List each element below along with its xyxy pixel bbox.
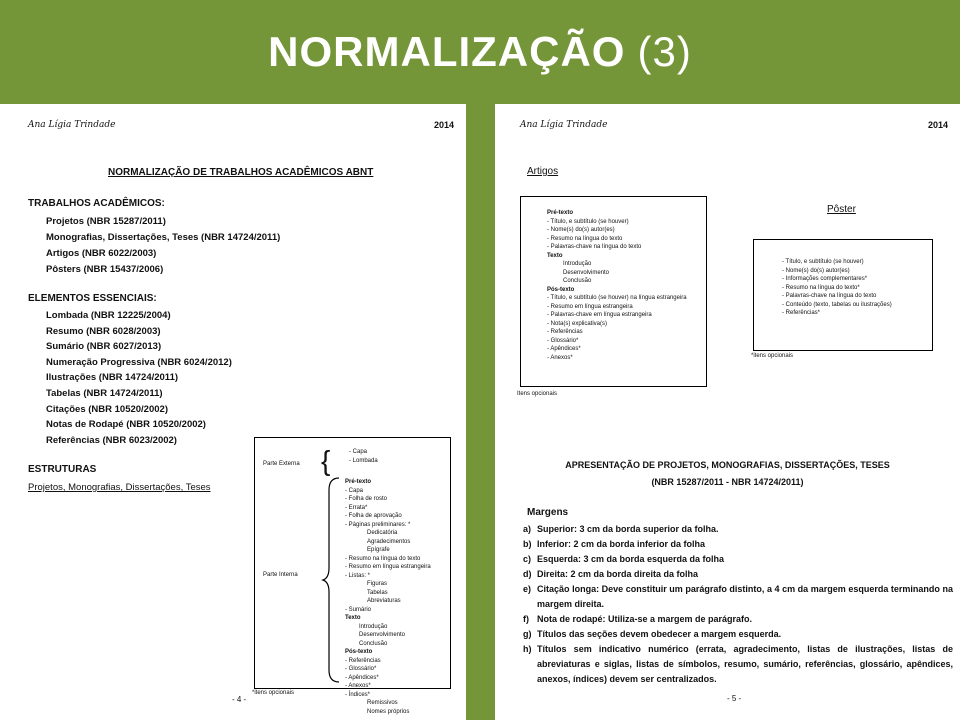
list-item: Introdução xyxy=(563,261,592,267)
list-item: - Resumo na língua do texto xyxy=(345,555,421,562)
document-page-left xyxy=(0,104,466,720)
list-item: Tabelas (NBR 14724/2011) xyxy=(46,387,163,399)
list-item: - Resumo na língua do texto* xyxy=(782,284,860,291)
list-item xyxy=(523,612,953,627)
list-item: - Informações complementares* xyxy=(782,276,868,282)
list-item: - Índices* xyxy=(345,691,371,698)
section-heading-elementos: ELEMENTOS ESSENCIAIS: xyxy=(28,293,157,304)
artigos-box xyxy=(520,196,707,387)
list-item: Epígrafe xyxy=(367,547,390,553)
list-item: Conclusão xyxy=(359,640,388,647)
artigos-heading: Artigos xyxy=(527,166,559,177)
list-item: - Páginas preliminares: * xyxy=(345,521,411,528)
list-item: Introdução xyxy=(359,623,388,630)
list-item: - Título, e subtítulo (se houver) na língua estrangeira xyxy=(547,295,687,301)
list-item: Pós-texto xyxy=(547,286,575,293)
list-item: Artigos (NBR 6022/2003) xyxy=(46,248,157,259)
list-item: - Capa xyxy=(349,449,368,455)
list-item: Lombada (NBR 12225/2004) xyxy=(46,310,171,321)
item-label: g) xyxy=(523,629,532,639)
list-item xyxy=(523,537,953,552)
brace-externa: { xyxy=(321,445,331,476)
list-item: - Folha de aprovação xyxy=(345,513,402,519)
list-item: Monografias, Dissertações, Teses (NBR 14724/2011) xyxy=(46,232,281,243)
trabalhos-list xyxy=(46,214,280,278)
section-heading-trabalhos: TRABALHOS ACADÊMICOS: xyxy=(28,198,165,209)
list-item: Dedicatória xyxy=(367,530,398,536)
list-item: Pós-texto xyxy=(345,649,373,655)
list-item: - Resumo em língua estrangeira xyxy=(345,564,431,570)
list-item: - Referências xyxy=(345,657,381,664)
list-item: Pré-texto xyxy=(345,479,372,485)
list-item: - Nome(s) do(s) autor(es) xyxy=(782,267,850,274)
apresentacao-title: APRESENTAÇÃO DE PROJETOS, MONOGRAFIAS, DISSERTAÇÕES, TESES xyxy=(565,460,890,470)
list-item: - Anexos* xyxy=(547,354,573,361)
list-item: - Título, e subtítulo (se houver) xyxy=(547,218,629,225)
item-text: Superior: 3 cm da borda superior da folha. xyxy=(537,524,719,534)
list-item: Texto xyxy=(547,252,563,259)
slide-title xyxy=(0,0,960,104)
poster-heading: Pôster xyxy=(827,204,856,215)
list-item: - Título, e subtítulo (se houver) xyxy=(782,259,864,265)
footnote: *itens opcionais xyxy=(252,690,295,696)
list-item: Pôsters (NBR 15437/2006) xyxy=(46,264,164,275)
list-item: - Lombada xyxy=(349,457,378,464)
list-item: Notas de Rodapé (NBR 10520/2002) xyxy=(46,419,206,431)
list-item: - Nome(s) do(s) autor(es) xyxy=(547,227,615,233)
page-author: Ana Lígia Trindade xyxy=(520,120,608,130)
poster-footnote: *itens opcionais xyxy=(751,353,794,359)
list-item: - Palavras-chave na língua do texto xyxy=(547,244,642,250)
elementos-list xyxy=(46,308,232,448)
list-item: Resumo (NBR 6028/2003) xyxy=(46,325,161,337)
item-text: Títulos sem indicativo numérico (errata, agradecimento, listas de ilustrações, listas de abreviaturas e siglas, listas de símbolos, resumo, sumário, referências, glossário, apêndices, anexos, índices) devem ser centralizados. xyxy=(537,644,953,684)
list-item: Abreviaturas xyxy=(367,598,401,604)
list-item: Desenvolvimento xyxy=(563,269,610,276)
list-item: - Sumário xyxy=(345,606,372,613)
margens-heading: Margens xyxy=(527,507,569,518)
list-item: - Nota(s) explicativa(s) xyxy=(547,320,608,327)
list-item xyxy=(523,582,953,612)
list-item: - Resumo na língua do texto xyxy=(547,235,623,242)
item-label: b) xyxy=(523,539,532,549)
list-item: - Anexos* xyxy=(345,683,371,689)
list-item: Projetos (NBR 15287/2011) xyxy=(46,216,166,227)
list-item xyxy=(523,552,953,567)
poster-items xyxy=(782,258,892,318)
brace-interna xyxy=(321,476,343,684)
list-item xyxy=(523,522,953,537)
list-item: Citações (NBR 10520/2002) xyxy=(46,403,168,415)
list-item: - Apêndices* xyxy=(547,346,581,352)
list-item: - Folha de rosto xyxy=(345,496,388,502)
page-author: Ana Lígia Trindade xyxy=(28,120,116,130)
externa-items xyxy=(349,448,378,465)
item-label: d) xyxy=(523,569,532,579)
list-item: - Listas: * xyxy=(345,572,371,579)
section-heading-estruturas: ESTRUTURAS xyxy=(28,464,97,475)
item-label: a) xyxy=(523,524,532,534)
item-label: c) xyxy=(523,554,532,564)
estruturas-link[interactable]: Projetos, Monografias, Dissertações, Teses xyxy=(28,482,211,493)
page-number: - 5 - xyxy=(727,694,742,703)
list-item: - Referências* xyxy=(782,310,821,316)
artigos-footnote: Itens opcionais xyxy=(517,391,558,397)
list-item: Nomes próprios xyxy=(367,708,410,715)
poster-box xyxy=(753,239,933,351)
document-title: NORMALIZAÇÃO DE TRABALHOS ACADÊMICOS ABNT xyxy=(108,167,374,178)
list-item: - Errata* xyxy=(345,504,368,511)
slide-title-suffix: (3) xyxy=(637,28,692,75)
item-text: Direita: 2 cm da borda direita da folha xyxy=(537,569,699,579)
list-item: Tabelas xyxy=(367,589,388,596)
list-item: Conclusão xyxy=(563,278,592,284)
list-item: - Palavras-chave em língua estrangeira xyxy=(547,312,652,318)
list-item: - Resumo em língua estrangeira xyxy=(547,303,633,310)
list-item: Pré-texto xyxy=(547,210,574,216)
item-text: Inferior: 2 cm da borda inferior da folha xyxy=(537,539,706,549)
margens-list xyxy=(523,522,953,687)
artigos-items xyxy=(547,209,687,362)
item-label: f) xyxy=(523,614,529,624)
list-item xyxy=(523,627,953,642)
list-item: Ilustrações (NBR 14724/2011) xyxy=(46,372,179,384)
page-year: 2014 xyxy=(928,120,949,130)
item-label: e) xyxy=(523,584,532,594)
item-text: Esquerda: 3 cm da borda esquerda da folha xyxy=(537,554,725,564)
list-item: - Glossário* xyxy=(547,337,579,344)
parte-interna-label: Parte Interna xyxy=(263,572,298,578)
item-text: Nota de rodapé: Utiliza-se a margem de parágrafo. xyxy=(537,614,753,624)
interna-items xyxy=(345,478,431,716)
list-item: Numeração Progressiva (NBR 6024/2012) xyxy=(46,356,232,368)
list-item: Referências (NBR 6023/2002) xyxy=(46,434,177,446)
list-item: Desenvolvimento xyxy=(359,632,406,638)
list-item: - Apêndices* xyxy=(345,674,379,681)
slide-title-text: NORMALIZAÇÃO xyxy=(268,28,626,75)
item-text: Títulos das seções devem obedecer a margem esquerda. xyxy=(537,629,782,639)
list-item: Sumário (NBR 6027/2013) xyxy=(46,341,162,353)
item-text: Citação longa: Deve constituir um parágrafo distinto, a 4 cm da margem esquerda terminando na margem direita. xyxy=(537,584,953,609)
list-item xyxy=(523,567,953,582)
page-number: - 4 - xyxy=(232,695,247,704)
list-item: - Glossário* xyxy=(345,666,377,672)
list-item xyxy=(523,642,953,687)
list-item: Remissivos xyxy=(367,700,398,706)
item-label: h) xyxy=(523,644,532,654)
list-item: Figuras xyxy=(367,581,388,587)
page-year: 2014 xyxy=(434,120,455,130)
list-item: Texto xyxy=(345,615,361,621)
list-item: - Referências xyxy=(547,329,583,335)
document-page-right xyxy=(495,104,960,720)
list-item: Agradecimentos xyxy=(367,538,411,545)
apresentacao-subtitle: (NBR 15287/2011 - NBR 14724/2011) xyxy=(651,477,804,487)
parte-externa-label: Parte Externa xyxy=(263,461,300,467)
list-item: - Palavras-chave na língua do texto xyxy=(782,293,877,299)
list-item: - Conteúdo (texto, tabelas ou ilustrações) xyxy=(782,301,892,308)
list-item: - Capa xyxy=(345,487,364,494)
